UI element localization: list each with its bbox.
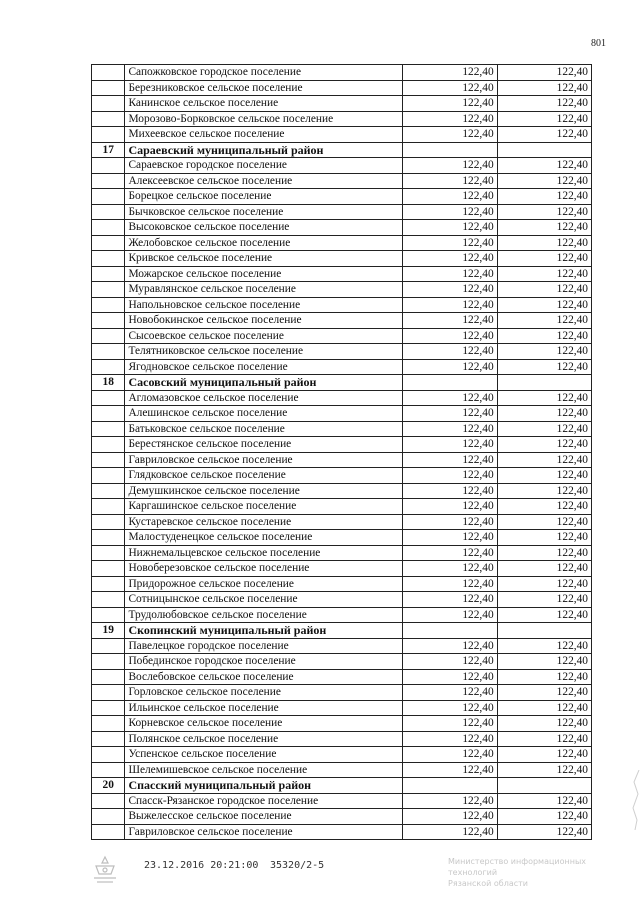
- value-cell-2: 122,40: [497, 685, 591, 701]
- value-cell-1: 122,40: [403, 499, 497, 515]
- row-number-cell: [92, 421, 125, 437]
- row-number-cell: [92, 700, 125, 716]
- value-cell-2: 122,40: [497, 266, 591, 282]
- settlement-name-cell: Сотницынское сельское поселение: [125, 592, 403, 608]
- row-number-cell: [92, 235, 125, 251]
- table-row: [92, 514, 592, 530]
- settlement-name-cell: Кривское сельское поселение: [125, 251, 403, 267]
- value-cell-2: 122,40: [497, 282, 591, 298]
- value-cell-1: 122,40: [403, 220, 497, 236]
- value-cell-1: 122,40: [403, 65, 497, 81]
- emblem-stamp-icon: [88, 854, 122, 888]
- row-number-cell: [92, 406, 125, 422]
- settlement-name-cell: Ягодновское сельское поселение: [125, 359, 403, 375]
- row-number-cell: [92, 638, 125, 654]
- value-cell-2: 122,40: [497, 809, 591, 825]
- value-cell-1: 122,40: [403, 80, 497, 96]
- row-number-cell: [92, 685, 125, 701]
- row-number-cell: 19: [92, 623, 125, 639]
- table-row: [92, 344, 592, 360]
- table-row: [92, 111, 592, 127]
- value-cell-1: 122,40: [403, 282, 497, 298]
- table-row: [92, 437, 592, 453]
- value-cell-1: 122,40: [403, 421, 497, 437]
- value-cell-1: 122,40: [403, 344, 497, 360]
- value-cell-2: 122,40: [497, 251, 591, 267]
- row-number-cell: [92, 204, 125, 220]
- row-number-cell: [92, 80, 125, 96]
- value-cell-1: 122,40: [403, 359, 497, 375]
- settlement-name-cell: Шелемишевское сельское поселение: [125, 762, 403, 778]
- row-number-cell: [92, 530, 125, 546]
- value-cell-2: 122,40: [497, 592, 591, 608]
- value-cell-1: 122,40: [403, 158, 497, 174]
- table-row: [92, 127, 592, 143]
- settlement-name-cell: Батьковское сельское поселение: [125, 421, 403, 437]
- watermark-line-2: Рязанской области: [448, 879, 528, 888]
- value-cell-1: 122,40: [403, 824, 497, 840]
- table-row: [92, 158, 592, 174]
- value-cell-1: 122,40: [403, 592, 497, 608]
- settlement-name-cell: Полянское сельское поселение: [125, 731, 403, 747]
- district-row: [92, 142, 592, 158]
- table-row: [92, 421, 592, 437]
- value-cell-1: [403, 142, 497, 158]
- value-cell-2: 122,40: [497, 297, 591, 313]
- value-cell-2: 122,40: [497, 499, 591, 515]
- value-cell-2: 122,40: [497, 406, 591, 422]
- row-number-cell: [92, 390, 125, 406]
- row-number-cell: 20: [92, 778, 125, 794]
- settlement-name-cell: Муравлянское сельское поселение: [125, 282, 403, 298]
- row-number-cell: [92, 592, 125, 608]
- table-row: [92, 173, 592, 189]
- value-cell-2: 122,40: [497, 700, 591, 716]
- settlement-name-cell: Высоковское сельское поселение: [125, 220, 403, 236]
- row-number-cell: [92, 65, 125, 81]
- settlement-name-cell: Выжелесское сельское поселение: [125, 809, 403, 825]
- row-number-cell: [92, 747, 125, 763]
- row-number-cell: [92, 452, 125, 468]
- table-row: [92, 80, 592, 96]
- value-cell-1: 122,40: [403, 189, 497, 205]
- table-row: [92, 220, 592, 236]
- table-row: [92, 359, 592, 375]
- settlement-name-cell: Сасовский муниципальный район: [125, 375, 403, 391]
- settlement-name-cell: Побединское городское поселение: [125, 654, 403, 670]
- value-cell-1: 122,40: [403, 452, 497, 468]
- row-number-cell: [92, 468, 125, 484]
- value-cell-1: 122,40: [403, 127, 497, 143]
- row-number-cell: [92, 220, 125, 236]
- value-cell-1: 122,40: [403, 576, 497, 592]
- settlement-name-cell: Берестянское сельское поселение: [125, 437, 403, 453]
- value-cell-2: 122,40: [497, 514, 591, 530]
- value-cell-2: 122,40: [497, 313, 591, 329]
- row-number-cell: [92, 731, 125, 747]
- table-row: [92, 499, 592, 515]
- settlement-name-cell: Агломазовское сельское поселение: [125, 390, 403, 406]
- value-cell-1: 122,40: [403, 654, 497, 670]
- value-cell-2: 122,40: [497, 669, 591, 685]
- value-cell-1: 122,40: [403, 514, 497, 530]
- row-number-cell: [92, 561, 125, 577]
- value-cell-2: [497, 778, 591, 794]
- value-cell-2: 122,40: [497, 173, 591, 189]
- settlement-name-cell: Морозово-Борковское сельское поселение: [125, 111, 403, 127]
- row-number-cell: [92, 483, 125, 499]
- value-cell-2: 122,40: [497, 204, 591, 220]
- value-cell-1: 122,40: [403, 297, 497, 313]
- table-row: [92, 545, 592, 561]
- settlement-name-cell: Можарское сельское поселение: [125, 266, 403, 282]
- settlement-name-cell: Вослебовское сельское поселение: [125, 669, 403, 685]
- settlement-name-cell: Успенское сельское поселение: [125, 747, 403, 763]
- value-cell-2: 122,40: [497, 421, 591, 437]
- settlement-name-cell: Малостуденецкое сельское поселение: [125, 530, 403, 546]
- value-cell-1: [403, 623, 497, 639]
- value-cell-1: 122,40: [403, 716, 497, 732]
- row-number-cell: [92, 328, 125, 344]
- value-cell-1: 122,40: [403, 545, 497, 561]
- footer-timestamp: 23.12.2016 20:21:00: [144, 860, 259, 871]
- settlement-name-cell: Глядковское сельское поселение: [125, 468, 403, 484]
- value-cell-1: 122,40: [403, 173, 497, 189]
- value-cell-2: 122,40: [497, 65, 591, 81]
- row-number-cell: [92, 607, 125, 623]
- value-cell-1: 122,40: [403, 561, 497, 577]
- row-number-cell: [92, 654, 125, 670]
- value-cell-1: 122,40: [403, 793, 497, 809]
- value-cell-2: 122,40: [497, 530, 591, 546]
- table-row: [92, 251, 592, 267]
- row-number-cell: 17: [92, 142, 125, 158]
- row-number-cell: [92, 282, 125, 298]
- settlement-name-cell: Сараевский муниципальный район: [125, 142, 403, 158]
- row-number-cell: [92, 251, 125, 267]
- table-row: [92, 731, 592, 747]
- table-row: [92, 700, 592, 716]
- value-cell-1: [403, 778, 497, 794]
- table-row: [92, 716, 592, 732]
- table-row: [92, 747, 592, 763]
- footer-document-number: 35320/2-5: [270, 860, 325, 871]
- value-cell-2: 122,40: [497, 127, 591, 143]
- row-number-cell: [92, 809, 125, 825]
- value-cell-2: 122,40: [497, 483, 591, 499]
- table-row: [92, 530, 592, 546]
- value-cell-2: 122,40: [497, 111, 591, 127]
- table-row: [92, 313, 592, 329]
- value-cell-1: 122,40: [403, 251, 497, 267]
- table-row: [92, 592, 592, 608]
- district-row: [92, 778, 592, 794]
- settlement-name-cell: Сысоевское сельское поселение: [125, 328, 403, 344]
- table-row: [92, 452, 592, 468]
- row-number-cell: [92, 189, 125, 205]
- value-cell-2: 122,40: [497, 731, 591, 747]
- table-row: [92, 328, 592, 344]
- value-cell-2: [497, 375, 591, 391]
- value-cell-1: 122,40: [403, 468, 497, 484]
- value-cell-1: 122,40: [403, 96, 497, 112]
- table-row: [92, 824, 592, 840]
- settlement-name-cell: Нижнемальцевское сельское поселение: [125, 545, 403, 561]
- settlement-name-cell: Спасск-Рязанское городское поселение: [125, 793, 403, 809]
- table-row: [92, 406, 592, 422]
- table-row: [92, 297, 592, 313]
- settlement-name-cell: Гавриловское сельское поселение: [125, 452, 403, 468]
- value-cell-1: 122,40: [403, 328, 497, 344]
- value-cell-1: 122,40: [403, 809, 497, 825]
- rates-table: [91, 64, 592, 840]
- row-number-cell: [92, 824, 125, 840]
- table-row: [92, 96, 592, 112]
- row-number-cell: [92, 576, 125, 592]
- settlement-name-cell: Борецкое сельское поселение: [125, 189, 403, 205]
- row-number-cell: [92, 313, 125, 329]
- table-row: [92, 266, 592, 282]
- row-number-cell: [92, 762, 125, 778]
- row-number-cell: [92, 344, 125, 360]
- row-number-cell: [92, 266, 125, 282]
- row-number-cell: [92, 359, 125, 375]
- settlement-name-cell: Демушкинское сельское поселение: [125, 483, 403, 499]
- table-row: [92, 654, 592, 670]
- settlement-name-cell: Корневское сельское поселение: [125, 716, 403, 732]
- settlement-name-cell: Павелецкое городское поселение: [125, 638, 403, 654]
- table-row: [92, 390, 592, 406]
- value-cell-2: 122,40: [497, 220, 591, 236]
- row-number-cell: [92, 297, 125, 313]
- settlement-name-cell: Скопинский муниципальный район: [125, 623, 403, 639]
- value-cell-1: 122,40: [403, 762, 497, 778]
- value-cell-1: 122,40: [403, 669, 497, 685]
- scan-edge-mark-icon: [630, 770, 640, 830]
- table-row: [92, 204, 592, 220]
- settlement-name-cell: Михеевское сельское поселение: [125, 127, 403, 143]
- value-cell-2: 122,40: [497, 359, 591, 375]
- table-row: [92, 561, 592, 577]
- value-cell-1: 122,40: [403, 700, 497, 716]
- table-row: [92, 576, 592, 592]
- value-cell-1: 122,40: [403, 437, 497, 453]
- row-number-cell: [92, 514, 125, 530]
- value-cell-2: 122,40: [497, 747, 591, 763]
- district-row: [92, 375, 592, 391]
- row-number-cell: [92, 158, 125, 174]
- value-cell-2: 122,40: [497, 344, 591, 360]
- value-cell-2: 122,40: [497, 437, 591, 453]
- table-row: [92, 189, 592, 205]
- value-cell-2: 122,40: [497, 762, 591, 778]
- watermark-line-1: Министерство информационных технологий: [448, 857, 587, 877]
- row-number-cell: [92, 437, 125, 453]
- value-cell-2: 122,40: [497, 328, 591, 344]
- settlement-name-cell: Сараевское городское поселение: [125, 158, 403, 174]
- value-cell-1: 122,40: [403, 111, 497, 127]
- value-cell-1: 122,40: [403, 685, 497, 701]
- settlement-name-cell: Новобокинское сельское поселение: [125, 313, 403, 329]
- row-number-cell: [92, 173, 125, 189]
- row-number-cell: [92, 111, 125, 127]
- row-number-cell: [92, 716, 125, 732]
- value-cell-1: 122,40: [403, 731, 497, 747]
- table-row: [92, 65, 592, 81]
- value-cell-2: 122,40: [497, 158, 591, 174]
- value-cell-2: 122,40: [497, 793, 591, 809]
- row-number-cell: [92, 793, 125, 809]
- district-row: [92, 623, 592, 639]
- watermark: [448, 856, 598, 889]
- settlement-name-cell: Кустаревское сельское поселение: [125, 514, 403, 530]
- value-cell-1: 122,40: [403, 313, 497, 329]
- page-number: 801: [591, 38, 606, 49]
- value-cell-2: 122,40: [497, 576, 591, 592]
- table-row: [92, 669, 592, 685]
- table-row: [92, 685, 592, 701]
- value-cell-2: 122,40: [497, 545, 591, 561]
- table-row: [92, 793, 592, 809]
- table-row: [92, 638, 592, 654]
- settlement-name-cell: Желобовское сельское поселение: [125, 235, 403, 251]
- value-cell-2: 122,40: [497, 824, 591, 840]
- table-row: [92, 762, 592, 778]
- value-cell-1: 122,40: [403, 530, 497, 546]
- value-cell-2: 122,40: [497, 390, 591, 406]
- settlement-name-cell: Новоберезовское сельское поселение: [125, 561, 403, 577]
- value-cell-2: 122,40: [497, 716, 591, 732]
- settlement-name-cell: Спасский муниципальный район: [125, 778, 403, 794]
- value-cell-1: 122,40: [403, 390, 497, 406]
- row-number-cell: 18: [92, 375, 125, 391]
- settlement-name-cell: Горловское сельское поселение: [125, 685, 403, 701]
- table-row: [92, 282, 592, 298]
- value-cell-2: 122,40: [497, 452, 591, 468]
- rates-table-body: [92, 65, 592, 840]
- value-cell-2: 122,40: [497, 638, 591, 654]
- value-cell-2: 122,40: [497, 654, 591, 670]
- value-cell-2: 122,40: [497, 96, 591, 112]
- value-cell-2: 122,40: [497, 80, 591, 96]
- settlement-name-cell: Телятниковское сельское поселение: [125, 344, 403, 360]
- value-cell-1: 122,40: [403, 638, 497, 654]
- value-cell-1: 122,40: [403, 406, 497, 422]
- value-cell-2: 122,40: [497, 189, 591, 205]
- settlement-name-cell: Канинское сельское поселение: [125, 96, 403, 112]
- table-row: [92, 235, 592, 251]
- value-cell-1: [403, 375, 497, 391]
- table-row: [92, 607, 592, 623]
- value-cell-1: 122,40: [403, 266, 497, 282]
- settlement-name-cell: Сапожковское городское поселение: [125, 65, 403, 81]
- settlement-name-cell: Бычковское сельское поселение: [125, 204, 403, 220]
- value-cell-1: 122,40: [403, 747, 497, 763]
- settlement-name-cell: Алешинское сельское поселение: [125, 406, 403, 422]
- table-row: [92, 483, 592, 499]
- settlement-name-cell: Напольновское сельское поселение: [125, 297, 403, 313]
- value-cell-2: 122,40: [497, 561, 591, 577]
- row-number-cell: [92, 127, 125, 143]
- settlement-name-cell: Трудолюбовское сельское поселение: [125, 607, 403, 623]
- row-number-cell: [92, 499, 125, 515]
- settlement-name-cell: Каргашинское сельское поселение: [125, 499, 403, 515]
- settlement-name-cell: Ильинское сельское поселение: [125, 700, 403, 716]
- settlement-name-cell: Березниковское сельское поселение: [125, 80, 403, 96]
- row-number-cell: [92, 96, 125, 112]
- value-cell-1: 122,40: [403, 235, 497, 251]
- value-cell-2: 122,40: [497, 607, 591, 623]
- settlement-name-cell: Придорожное сельское поселение: [125, 576, 403, 592]
- value-cell-2: 122,40: [497, 235, 591, 251]
- value-cell-2: [497, 623, 591, 639]
- settlement-name-cell: Алексеевское сельское поселение: [125, 173, 403, 189]
- value-cell-1: 122,40: [403, 204, 497, 220]
- table-row: [92, 809, 592, 825]
- settlement-name-cell: Гавриловское сельское поселение: [125, 824, 403, 840]
- value-cell-1: 122,40: [403, 607, 497, 623]
- table-row: [92, 468, 592, 484]
- row-number-cell: [92, 545, 125, 561]
- value-cell-2: 122,40: [497, 468, 591, 484]
- value-cell-1: 122,40: [403, 483, 497, 499]
- value-cell-2: [497, 142, 591, 158]
- row-number-cell: [92, 669, 125, 685]
